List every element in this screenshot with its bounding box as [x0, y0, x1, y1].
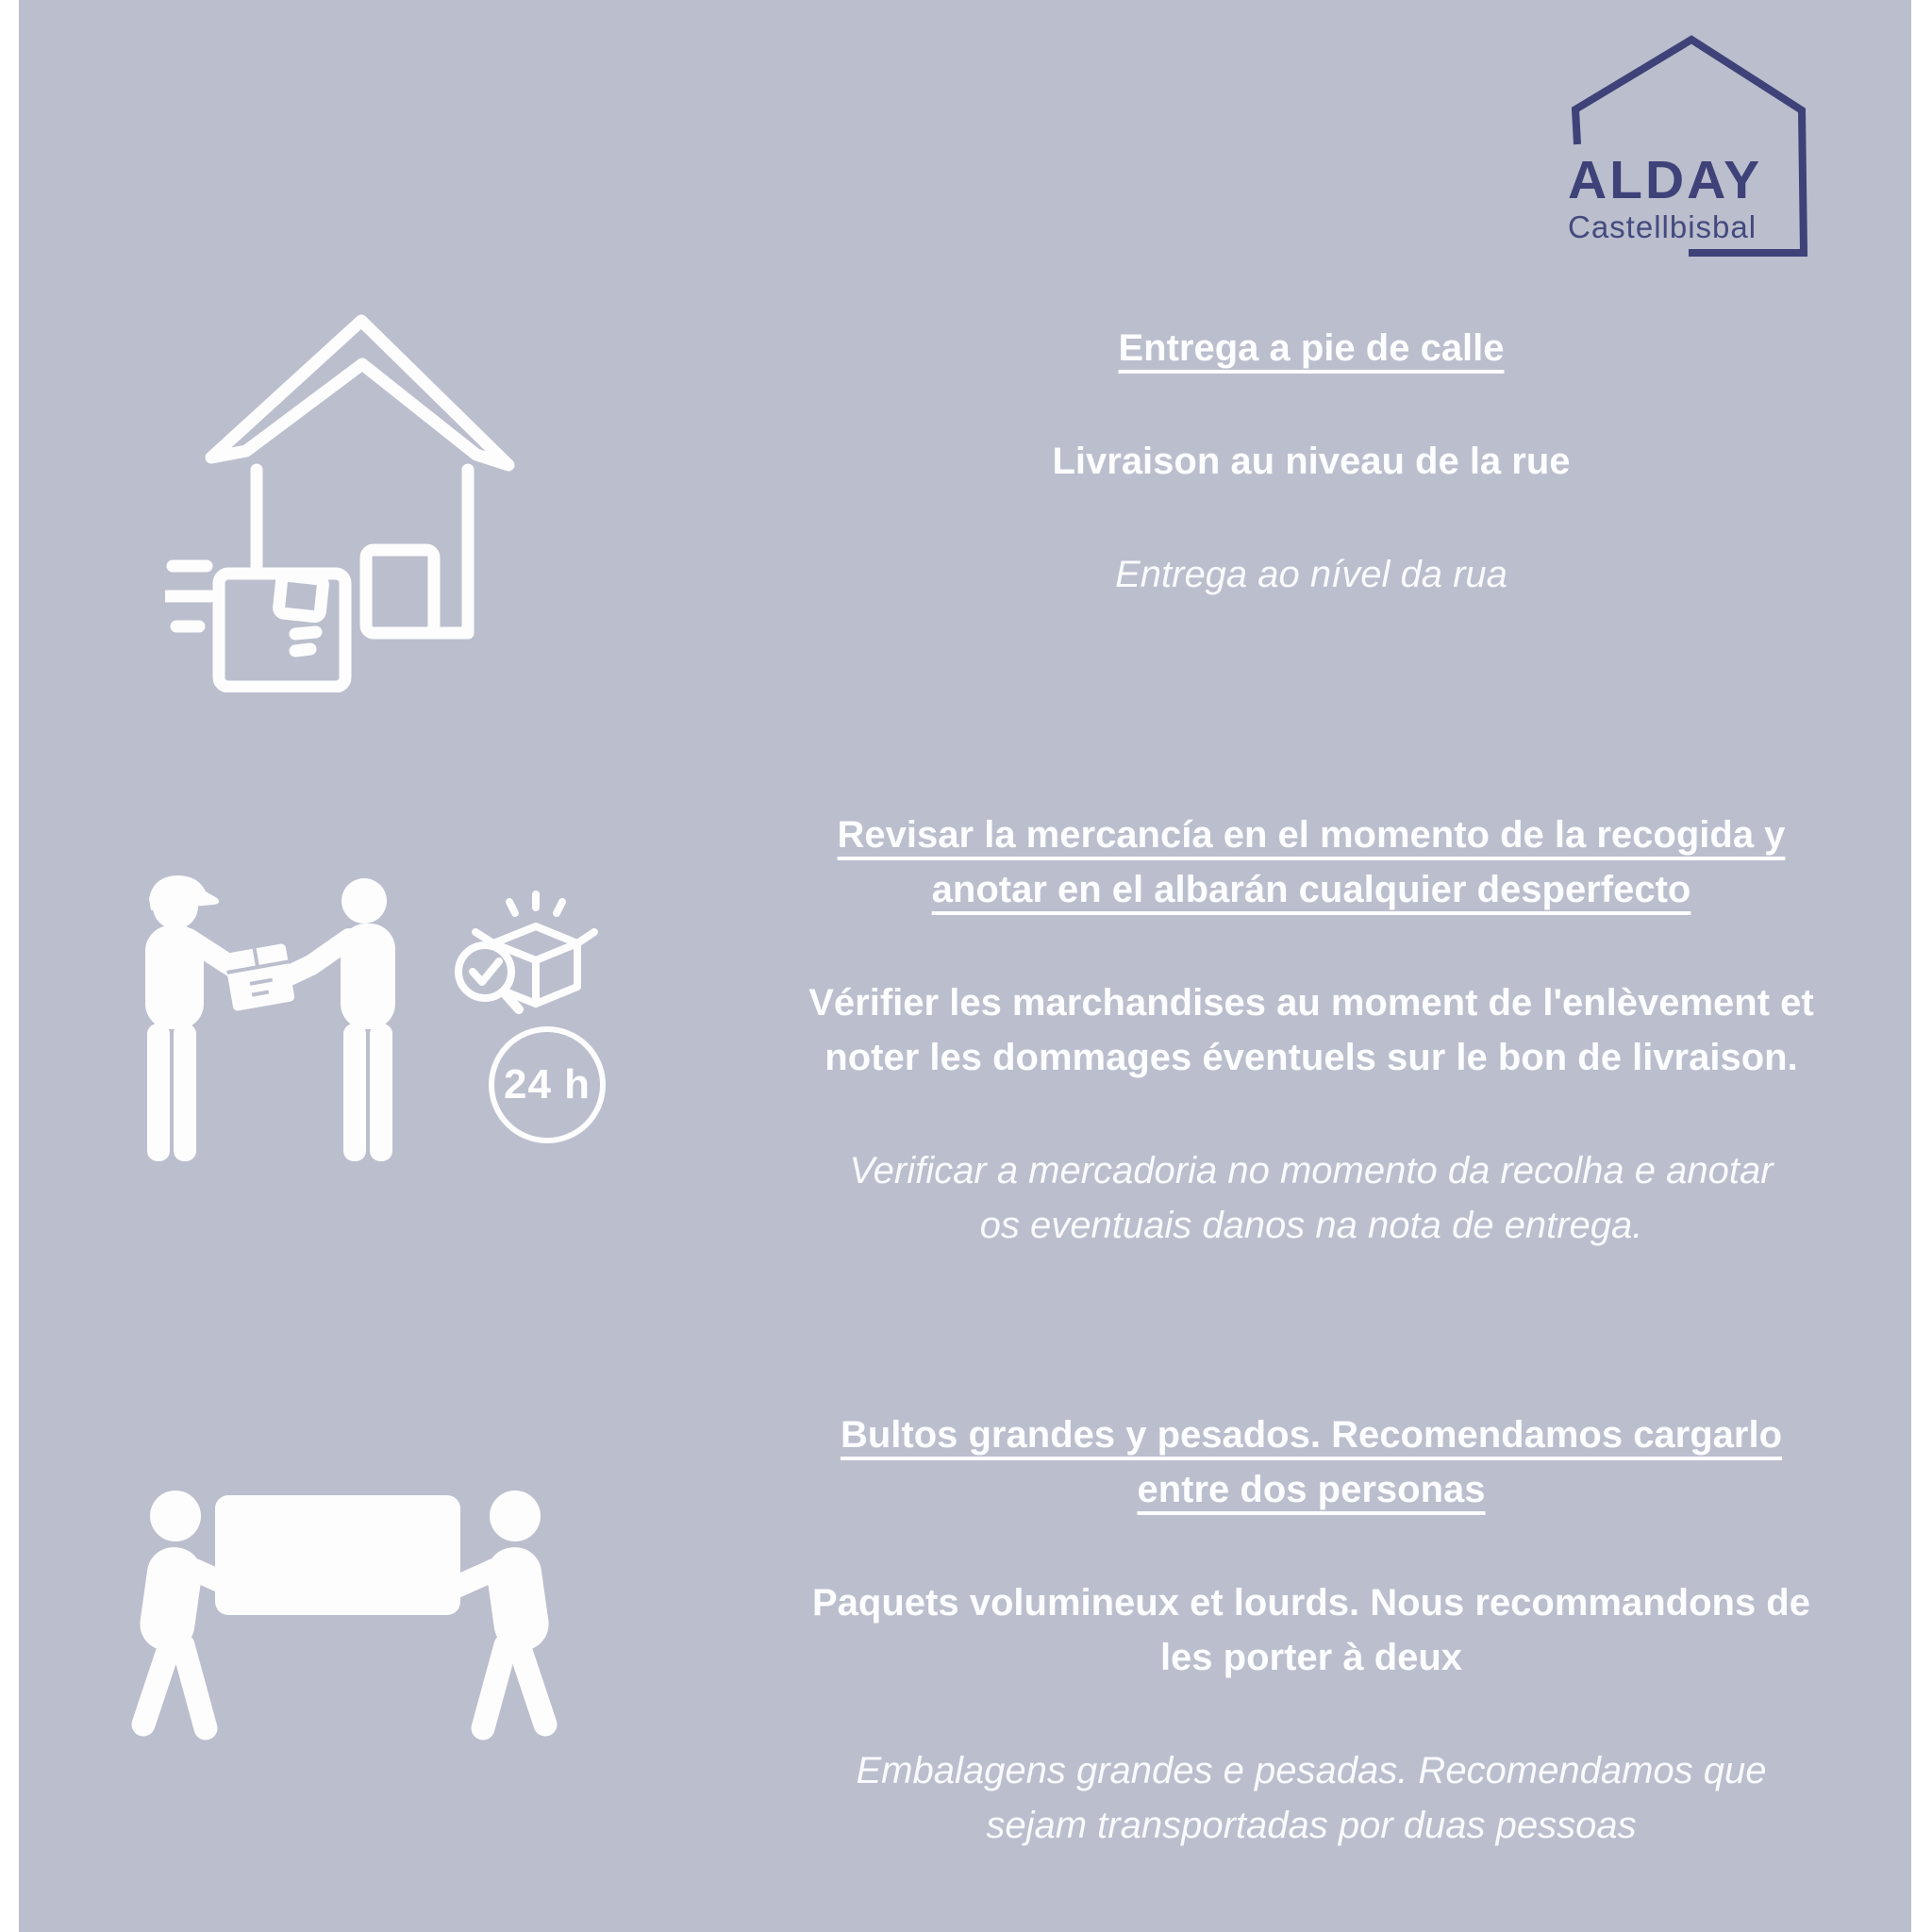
package-inspection-magnifier-icon [451, 885, 604, 1034]
section-street-delivery-text [745, 321, 1877, 602]
brand-name: ALDAY [1568, 150, 1763, 210]
heavy-packages-es-line: entre dos personas [1137, 1469, 1486, 1510]
heavy-packages-fr-line: Paquets volumineux et lourds. Nous recommandons de [812, 1582, 1810, 1624]
inspect-goods-es-line: anotar en el albarán cualquier desperfecto [931, 869, 1691, 910]
heavy-packages-es [745, 1407, 1877, 1517]
package-handover-icon [140, 873, 415, 1167]
section-inspect-goods-text [745, 808, 1877, 1253]
heavy-packages-pt [745, 1743, 1877, 1853]
street-delivery-es-line: Entrega a pie de calle [1118, 327, 1505, 369]
inspect-goods-pt [745, 1143, 1877, 1253]
heavy-packages-fr-line: les porter à deux [1159, 1637, 1463, 1678]
heavy-packages-fr [745, 1575, 1877, 1685]
inspect-goods-es-line: Revisar la mercancía en el momento de la recogida y [837, 814, 1786, 856]
brand-subtitle: Castellbisbal [1568, 209, 1757, 244]
inspect-goods-fr-line: Vérifier les marchandises au moment de l'enlèvement et [808, 982, 1814, 1024]
street-delivery-pt [745, 547, 1877, 602]
heavy-packages-pt-line: sejam transportadas por duas pessoas [986, 1805, 1637, 1846]
24h-badge: 24 h [489, 1026, 606, 1143]
street-delivery-es [745, 321, 1877, 375]
street-delivery-pt-line: Entrega ao nível da rua [1115, 554, 1507, 595]
inspect-goods-fr-line: noter les dommages éventuels sur le bon de livraison. [824, 1037, 1798, 1078]
street-delivery-fr-line: Livraison au niveau de la rue [1052, 441, 1571, 482]
heavy-packages-pt-line: Embalagens grandes e pesadas. Recomendamos que [856, 1750, 1767, 1791]
inspect-goods-es [745, 808, 1877, 917]
house-package-delivery-icon [165, 311, 542, 692]
inspect-goods-pt-line: os eventuais danos na nota de entrega. [979, 1205, 1643, 1246]
street-delivery-fr [745, 434, 1877, 489]
inspect-goods-fr [745, 975, 1877, 1085]
inspect-goods-pt-line: Verificar a mercadoria no momento da recolha e anotar [849, 1150, 1774, 1191]
two-people-carrying-box-icon [123, 1479, 566, 1747]
section-heavy-packages-text [745, 1407, 1877, 1853]
heavy-packages-es-line: Bultos grandes y pesados. Recomendamos cargarlo [840, 1414, 1783, 1456]
brand-logo [1566, 34, 1817, 270]
